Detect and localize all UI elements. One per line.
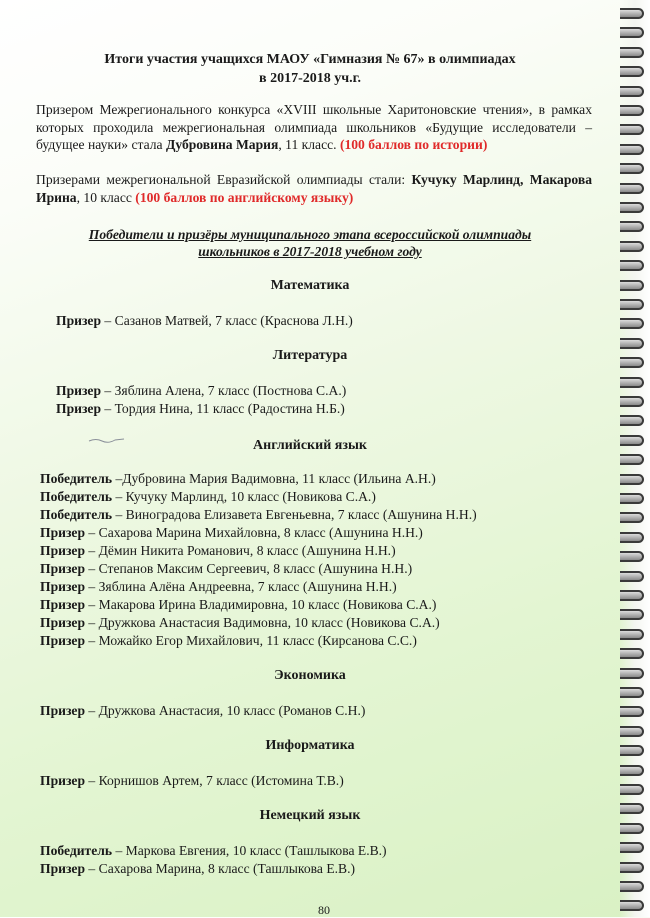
binding-ring: [620, 493, 644, 504]
entry-role: Победитель: [40, 471, 113, 486]
binding-ring: [620, 900, 644, 911]
binding-ring: [620, 86, 644, 97]
binding-ring: [620, 8, 644, 19]
entry-text: – Дружкова Анастасия Вадимовна, 10 класс (Новикова С.А.): [85, 615, 440, 630]
intro-paragraph-1: [36, 101, 592, 154]
entry-text: – Корнишов Артем, 7 класс (Истомина Т.В.): [85, 773, 344, 788]
entry-text: – Кучуку Марлинд, 10 класс (Новикова С.А.): [112, 489, 376, 504]
entry-row: [40, 773, 344, 789]
binding-ring: [620, 842, 644, 853]
entry-role: Призер: [56, 401, 102, 416]
binding-ring: [620, 435, 644, 446]
binding-ring: [620, 648, 644, 659]
entry-text: – Степанов Максим Сергеевич, 8 класс (Ашунина Н.Н.): [85, 561, 413, 576]
document-title: [0, 50, 620, 88]
score-highlight: (100 баллов по английскому языку): [135, 189, 354, 205]
entry-row: [40, 615, 440, 631]
score-highlight: (100 баллов по истории): [339, 137, 488, 152]
entry-row: [40, 703, 365, 719]
entry-role: Призер: [40, 703, 86, 718]
entry-role: Призер: [40, 773, 86, 788]
entry-row: [40, 489, 376, 505]
binding-ring: [620, 629, 644, 640]
binding-ring: [620, 862, 644, 873]
binding-ring: [620, 745, 644, 756]
title-line-1: Итоги участия учащихся МАОУ «Гимназия № 67» в олимпиадах: [104, 52, 516, 67]
section-heading-literature: Литература: [272, 348, 348, 363]
entry-role: Призер: [40, 861, 86, 876]
spiral-binding: [620, 0, 650, 917]
entry-role: Призер: [40, 561, 86, 576]
entry-text: – Зяблина Алёна Андреевна, 7 класс (Ашунина Н.Н.): [85, 579, 397, 594]
binding-ring: [620, 241, 644, 252]
binding-ring: [620, 377, 644, 388]
binding-ring: [620, 221, 644, 232]
binding-ring: [620, 823, 644, 834]
binding-ring: [620, 571, 644, 582]
binding-ring: [620, 105, 644, 116]
binding-ring: [620, 803, 644, 814]
entry-text: –Дубровина Мария Вадимовна, 11 класс (Ильина А.Н.): [112, 471, 436, 486]
student-names: Кучуку Марлинд, Макарова Ирина: [36, 172, 592, 205]
entry-role: Призер: [40, 525, 86, 540]
entry-role: Призер: [40, 543, 86, 558]
page-number: 80: [318, 903, 330, 917]
binding-ring: [620, 454, 644, 465]
binding-ring: [620, 668, 644, 679]
section-heading-math: Математика: [270, 278, 350, 293]
entry-row: [40, 861, 355, 877]
entry-role: Призер: [40, 579, 86, 594]
binding-ring: [620, 144, 644, 155]
entry-role: Победитель: [40, 843, 113, 858]
entry-text: – Дружкова Анастасия, 10 класс (Романов С.Н.): [85, 703, 366, 718]
entry-text: – Сахарова Марина Михайловна, 8 класс (Ашунина Н.Н.): [85, 525, 423, 540]
entry-role: Призер: [56, 313, 102, 328]
subheading-line-2: школьников в 2017-2018 учебном году: [198, 244, 422, 259]
entry-text: – Тордия Нина, 11 класс (Радостина Н.Б.): [101, 401, 345, 416]
binding-ring: [620, 66, 644, 77]
binding-ring: [620, 299, 644, 310]
entry-row: [40, 843, 387, 859]
binding-ring: [620, 47, 644, 58]
binding-ring: [620, 512, 644, 523]
intro-paragraph-2: [36, 171, 592, 206]
binding-ring: [620, 280, 644, 291]
entry-text: – Сахарова Марина, 8 класс (Ташлыкова Е.В.): [85, 861, 356, 876]
section-heading-english: Английский язык: [253, 438, 367, 453]
entry-row: [40, 471, 436, 487]
entry-text: – Зяблина Алена, 7 класс (Постнова С.А.): [101, 383, 347, 398]
binding-ring: [620, 551, 644, 562]
binding-ring: [620, 532, 644, 543]
entry-role: Призер: [40, 633, 86, 648]
binding-ring: [620, 590, 644, 601]
binding-ring: [620, 357, 644, 368]
binding-ring: [620, 396, 644, 407]
binding-ring: [620, 202, 644, 213]
entry-text: – Маркова Евгения, 10 класс (Ташлыкова Е.В.): [112, 843, 387, 858]
subheading-line-1: Победители и призёры муниципального этапа всероссийской олимпиады: [88, 227, 532, 242]
section-heading-economics: Экономика: [274, 668, 346, 683]
binding-ring: [620, 784, 644, 795]
entry-role: Победитель: [40, 507, 113, 522]
entry-text: – Можайко Егор Михайлович, 11 класс (Кирсанова С.С.): [85, 633, 417, 648]
class-text: , 10 класс: [76, 189, 136, 205]
entry-role: Призер: [40, 597, 86, 612]
entry-text: – Сазанов Матвей, 7 класс (Краснова Л.Н.): [101, 313, 353, 328]
class-text: , 11 класс.: [278, 137, 340, 152]
entry-text: – Макарова Ирина Владимировна, 10 класс (Новикова С.А.): [85, 597, 437, 612]
binding-ring: [620, 318, 644, 329]
entry-row: [40, 525, 423, 541]
entry-row: [40, 507, 477, 523]
entry-row: [40, 597, 436, 613]
entry-role: Призер: [56, 383, 102, 398]
entry-row: [56, 313, 353, 329]
section-heading-german: Немецкий язык: [259, 808, 361, 823]
student-name: Дубровина Мария: [165, 137, 279, 152]
entry-role: Призер: [40, 615, 86, 630]
entry-role: Победитель: [40, 489, 113, 504]
binding-ring: [620, 338, 644, 349]
results-subheading: [40, 226, 580, 260]
entry-text: – Виноградова Елизавета Евгеньевна, 7 класс (Ашунина Н.Н.): [112, 507, 477, 522]
binding-ring: [620, 183, 644, 194]
entry-row: [40, 579, 397, 595]
binding-ring: [620, 765, 644, 776]
entry-row: [56, 383, 346, 399]
title-line-2: в 2017-2018 уч.г.: [259, 71, 361, 86]
binding-ring: [620, 27, 644, 38]
entry-text: – Дёмин Никита Романович, 8 класс (Ашунина Н.Н.): [85, 543, 396, 558]
section-heading-informatics: Информатика: [265, 738, 355, 753]
entry-row: [40, 543, 396, 559]
binding-ring: [620, 474, 644, 485]
binding-ring: [620, 260, 644, 271]
entry-row: [40, 633, 417, 649]
binding-ring: [620, 726, 644, 737]
intro-text: Призером Межрегионального конкурса «XVIII школьные Харитоновские чтения», в рамках которых проходила межрегиональная олимпиада школьников «Будущие исследователи – будущее науки» стала: [36, 102, 592, 152]
binding-ring: [620, 706, 644, 717]
binding-ring: [620, 881, 644, 892]
binding-ring: [620, 163, 644, 174]
entry-row: [40, 561, 412, 577]
intro-text: Призерами межрегиональной Евразийской олимпиады стали:: [36, 172, 412, 187]
binding-ring: [620, 415, 644, 426]
entry-row: [56, 401, 345, 417]
binding-ring: [620, 609, 644, 620]
binding-ring: [620, 687, 644, 698]
binding-ring: [620, 124, 644, 135]
